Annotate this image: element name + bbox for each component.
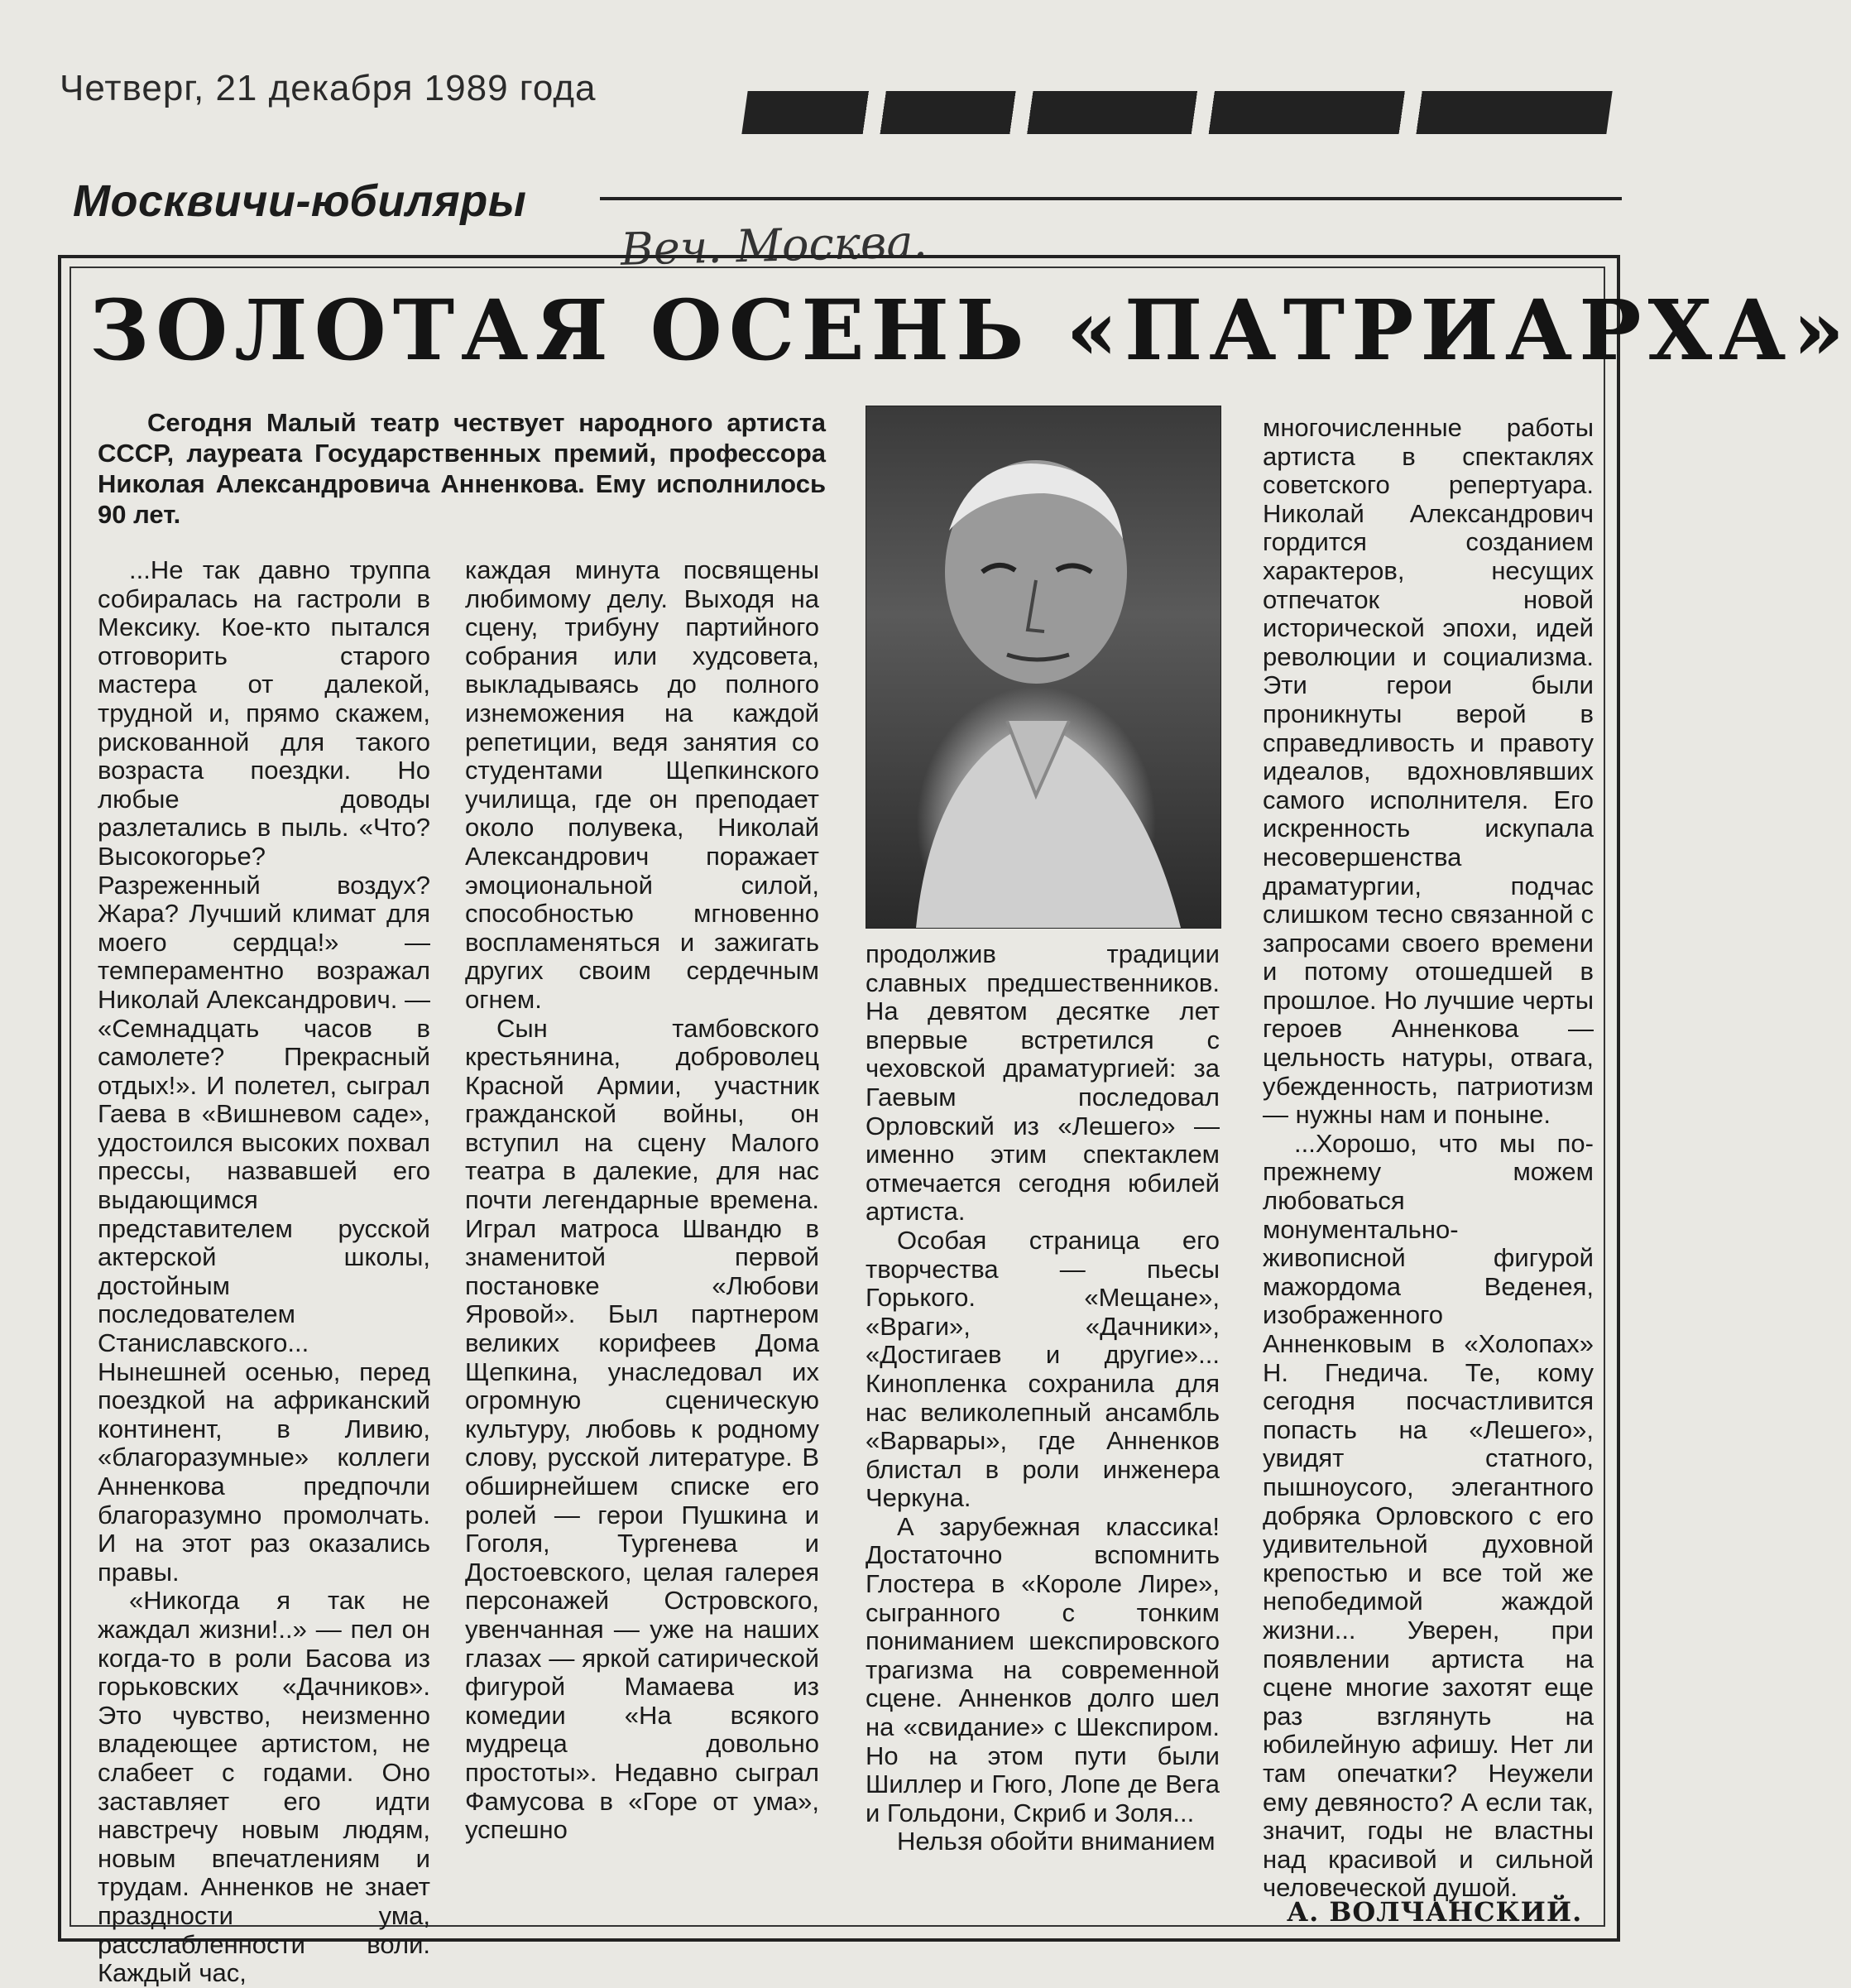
section-rubric: Москвичи-юбиляры	[73, 176, 527, 226]
column-3-paragraph: Нельзя обойти вниманием	[897, 1827, 1216, 1856]
article-lead: Сегодня Малый театр чествует народного артиста СССР, лауреата Государственных премий, профессора Николая Александровича Анненкова. Ему исполнилось 90 лет.	[98, 408, 826, 529]
column-2	[465, 556, 819, 1845]
portrait-photo	[866, 406, 1221, 929]
masthead-logo-fragment	[741, 91, 1612, 134]
handwritten-source-note: Веч. Москва.	[620, 215, 928, 276]
column-3-paragraph: А зарубежная классика! Достаточно вспомнить Глостера в «Короле Лире», сыгранного с тонким пониманием шекспировского трагизма на современной сцене. Анненков долго шел на «свидание» с Шекспиром. Но на этом пути были Шиллер и Гюго, Лопе де Вега и Гольдони, Скриб и Золя...	[866, 1511, 1220, 1827]
issue-date: Четверг, 21 декабря 1989 года	[60, 68, 597, 108]
column-1-paragraph: ...Не так давно труппа собиралась на гастроли в Мексику. Кое-кто пытался отговорить старого мастера от далекой, трудной и, прямо скажем, рискованной для такого возраста поездки. Но любые доводы разлетались в пыль. «Что? Высокогорье? Разреженный воздух? Жара? Лучший климат для моего сердца!» — темпераментно возражал Николай Александрович. — «Семнадцать часов в самолете? Прекрасный отдых!». И полетел, сыграл Гаева в «Вишневом саде», удостоился высоких похвал прессы, назвавшей его выдающимся представителем русской актерской школы, достойным последователем Станиславского... Нынешней осенью, перед поездкой на африканский континент, в Ливию, «благоразумные» коллеги Анненкова предпочли благоразумно промолчать. И на этот раз оказались правы.	[98, 555, 430, 1587]
column-1	[98, 556, 430, 1988]
column-4	[1263, 414, 1594, 1903]
column-2-paragraph: Сын тамбовского крестьянина, доброволец Красной Армии, участник гражданской войны, он вступил на сцену Малого театра в далекие, для нас почти легендарные времена. Играл матроса Швандю в знаменитой первой постановке «Любови Яровой». Был партнером великих корифеев Дома Щепкина, унаследовал их огромную сценическую культуру, любовь к родному слову, русской литературе. В обширнейшем списке его ролей — герои Пушкина и Гоголя, Тургенева и Достоевского, целая галерея персонажей Островского, увенчанная — уже на наших глазах — яркой сатирической фигурой Мамаева из комедии «На всякого мудреца довольно простоты». Недавно сыграл Фамусова в «Горе от ума», успешно	[465, 1013, 819, 1845]
column-3	[866, 940, 1220, 1856]
column-4-paragraph: многочисленные работы артиста в спектаклях советского репертуара. Николай Александрович гордится созданием характеров, несущих отпечаток новой исторической эпохи, идей революции и социализма. Эти герои были проникнуты верой в справедливость и правоту идеалов, вдохновлявших самого исполнителя. Его искренность искупала несовершенства драматургии, подчас слишком тесно связанной с запросами своего времени и потому отошедшей в прошлое. Но лучшие черты героев Анненкова — цельность натуры, отвага, убежденность, патриотизм — нужны нам и поныне.	[1263, 413, 1594, 1130]
column-3-paragraph: Особая страница его творчества — пьесы Горького. «Мещане», «Враги», «Дачники», «Достигаев и другие»... Кинопленка сохранила для нас великолепный ансамбль «Варвары», где Анненков блистал в роли инженера Черкуна.	[866, 1225, 1220, 1513]
rubric-rule	[600, 197, 1622, 200]
article-headline: ЗОЛОТАЯ ОСЕНЬ «ПАТРИАРХА»	[89, 281, 1851, 379]
column-2-paragraph: каждая минута посвящены любимому делу. Выходя на сцену, трибуну партийного собрания или худсовета, выкладываясь до полного изнеможения на каждой репетиции, ведя занятия со студентами Щепкинского училища, где он преподает около полувека, Николай Александрович поражает эмоциональной силой, способностью мгновенно воспламеняться и зажигать других своим сердечным огнем.	[465, 555, 819, 1014]
column-1-paragraph: «Никогда я так не жаждал жизни!..» — пел он когда-то в роли Басова из горьковских «Дачников». Это чувство, неизменно владеющее артистом, не слабеет с годами. Оно заставляет его идти навстречу новым людям, новым впечатлениям и трудам. Анненков не знает праздности ума, расслабленности воли. Каждый час,	[98, 1586, 430, 1988]
column-3-paragraph: продолжив традиции славных предшественников. На девятом десятке лет впервые встретился с чеховской драматургией: за Гаевым последовал Орловский из «Лешего» — именно этим спектаклем отмечается сегодня юбилей артиста.	[866, 939, 1220, 1227]
author-signature: А. ВОЛЧАНСКИЙ.	[1287, 1896, 1583, 1928]
column-4-paragraph: ...Хорошо, что мы по-прежнему можем любоваться монументально-живописной фигурой мажордома Веденея, изображенного Анненковым в «Холопах» Н. Гнедича. Те, кому сегодня посчастливится попасть на «Лешего», увидят статного, пышноусого, элегантного добряка Орловского с его удивительной духовной крепостью и все той же непобедимой жаждой жизни... Уверен, при появлении артиста на сцене многие захотят еще раз взглянуть на юбилейную афишу. Нет ли там опечатки? Неужели ему девяносто? А если так, значит, годы не властны над красивой и сильной человеческой душой.	[1263, 1128, 1594, 1903]
portrait-illustration	[866, 406, 1220, 928]
